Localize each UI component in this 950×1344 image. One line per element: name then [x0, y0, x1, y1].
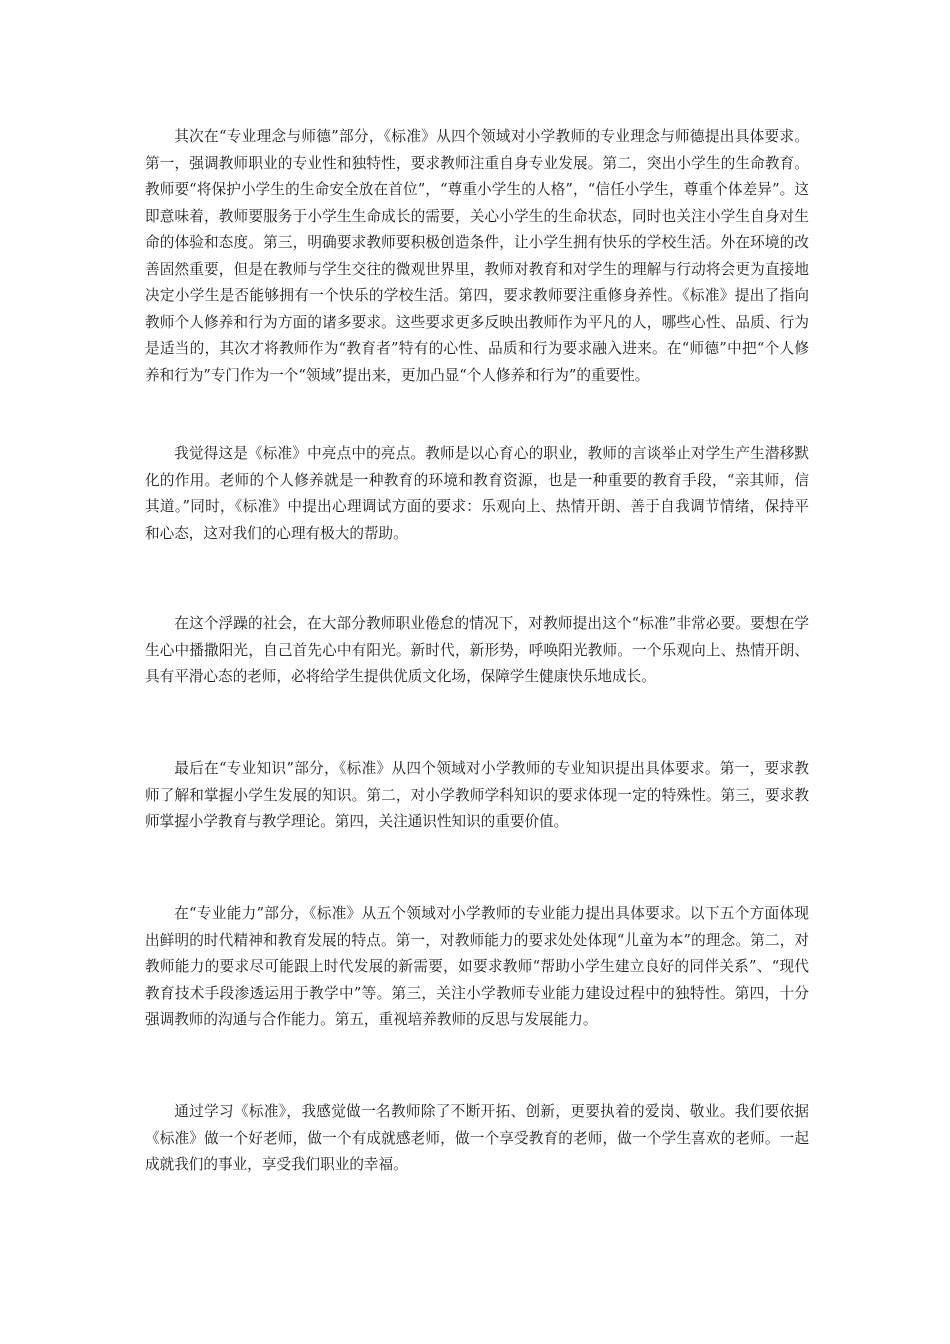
paragraph-highlight-reflection: 我觉得这是《标准》中亮点中的亮点。教师是以心育心的职业，教师的言谈举止对学生产生潜移默化的作用。老师的个人修养就是一种教育的环境和教育资源，也是一种重要的教育手段，“亲其师，信其道。”同时，《标准》中提出心理调试方面的要求：乐观向上、热情开朗、善于自我调节情绪，保持平和心态，这对我们的心理有极大的帮助。	[145, 445, 809, 542]
paragraph-sunshine-teacher: 在这个浮躁的社会，在大部分教师职业倦怠的情况下，对教师提出这个“标准”非常必要。要想在学生心中播撒阳光，自己首先心中有阳光。新时代，新形势，呼唤阳光教师。一个乐观向上、热情开朗、具有平滑心态的老师，必将给学生提供优质文化场，保障学生健康快乐地成长。	[145, 615, 809, 685]
paragraph-professional-knowledge: 最后在“专业知识”部分，《标准》从四个领域对小学教师的专业知识提出具体要求。第一，要求教师了解和掌握小学生发展的知识。第二，对小学教师学科知识的要求体现一定的特殊性。第三，要求教师掌握小学教育与教学理论。第四，关注通识性知识的重要价值。	[145, 760, 809, 830]
paragraph-professional-ethics: 其次在“专业理念与师德”部分，《标准》从四个领域对小学教师的专业理念与师德提出具体要求。第一，强调教师职业的专业性和独特性，要求教师注重自身专业发展。第二，突出小学生的生命教育。教师要“将保护小学生的生命安全放在首位”，“尊重小学生的人格”，“信任小学生，尊重个体差异”。这即意味着，教师要服务于小学生生命成长的需要，关心小学生的生命状态，同时也关注小学生自身对生命的体验和态度。第三，明确要求教师要积极创造条件，让小学生拥有快乐的学校生活。外在环境的改善固然重要，但是在教师与学生交往的微观世界里，教师对教育和对学生的理解与行动将会更为直接地决定小学生是否能够拥有一个快乐的学校生活。第四，要求教师要注重修身养性。《标准》提出了指向教师个人修养和行为方面的诸多要求。这些要求更多反映出教师作为平凡的人，哪些心性、品质、行为是适当的，其次才将教师作为“教育者”特有的心性、品质和行为要求融入进来。在“师德”中把“个人修养和行为”专门作为一个“领域”提出来，更加凸显“个人修养和行为”的重要性。	[145, 128, 809, 384]
paragraph-conclusion: 通过学习《标准》，我感觉做一名教师除了不断开拓、创新，更要执着的爱岗、敬业。我们要依据《标准》做一个好老师，做一个有成就感老师，做一个享受教育的老师，做一个学生喜欢的老师。一起成就我们的事业，享受我们职业的幸福。	[145, 1103, 809, 1173]
paragraph-professional-ability: 在“专业能力”部分，《标准》从五个领域对小学教师的专业能力提出具体要求。以下五个方面体现出鲜明的时代精神和教育发展的特点。第一，对教师能力的要求处处体现“儿童为本”的理念。第二，对教师能力的要求尽可能跟上时代发展的新需要，如要求教师“帮助小学生建立良好的同伴关系”、“现代教育技术手段渗透运用于教学中”等。第三，关注小学教师专业能力建设过程中的独特性。第四，十分强调教师的沟通与合作能力。第五，重视培养教师的反思与发展能力。	[145, 905, 809, 1028]
